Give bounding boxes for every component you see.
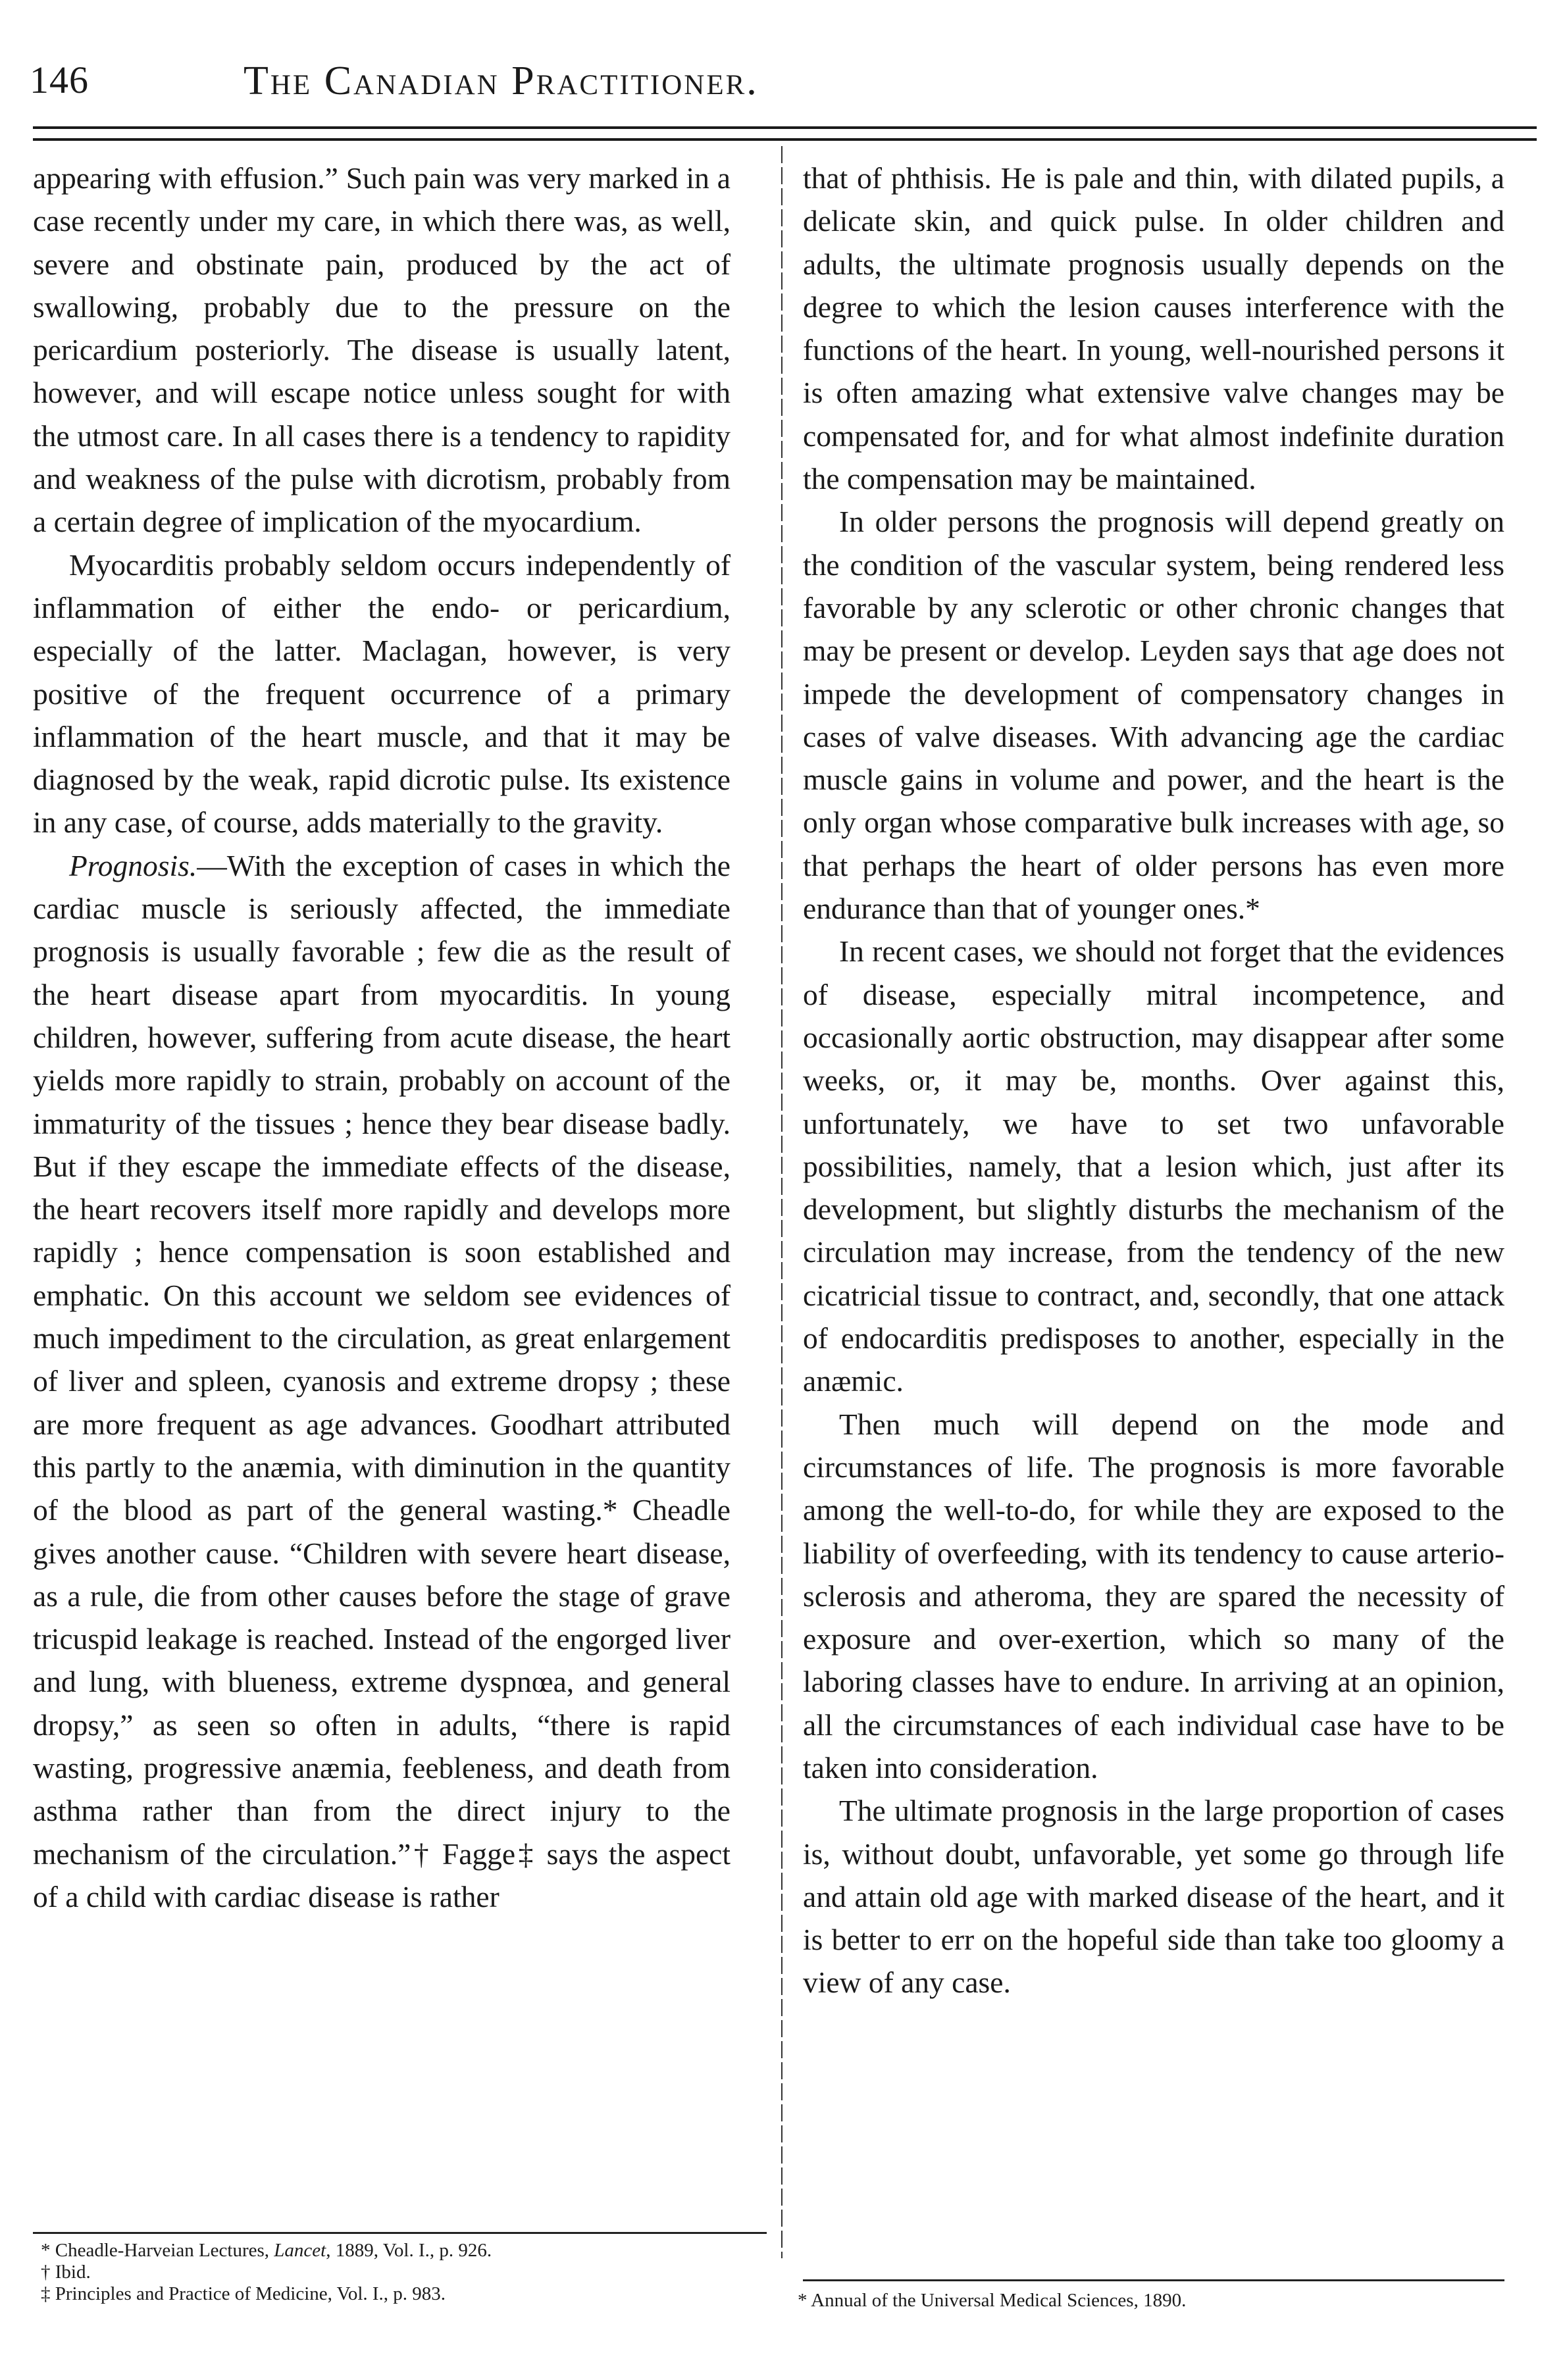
footnote: * Cheadle-Harveian Lectures, Lancet, 1889, Vol. I., p. 926. [41,2240,492,2261]
paragraph: In recent cases, we should not forget that the evidences of disease, especially mitral incompetence, and occasionally aortic obstruction, may disappear after some weeks, or, it may be, months. Over against this, unfortunately, we have to set two unfavorable possibilities, namely, that a lesion which, just after its development, but slightly disturbs the mechanism of the circulation may increase, from the tendency of the new cicatricial tissue to contract, and, secondly, that one attack of endocarditis predisposes to another, especially in the anæmic. [803,934,1504,1398]
paragraph: appearing with effusion.” Such pain was very marked in a case recently under my care, in which there was, as well, severe and obstinate pain, produced by the act of swallowing, probably due to the pressure on the pericardium posteriorly. The disease is usually latent, however, and will escape notice unless sought for with the utmost care. In all cases there is a tendency to rapidity and weakness of the pulse with dicrotism, probably from a certain degree of implication of the myocardium. [33,161,731,539]
paragraph: Then much will depend on the mode and circumstances of life. The prognosis is more favorable among the well-to-do, for while they are exposed to the liability of overfeeding, with its tendency to cause arterio-sclerosis and atheroma, they are spared the necessity of exposure and over-exertion, which so many of the laboring classes have to endure. In arriving at an opinion, all the circumstances of each individual case have to be taken into consideration. [803,1407,1504,1785]
section-heading-prognosis: Prognosis. [69,848,197,882]
footnote-mark: * [798,2290,808,2311]
footnote: ‡ Principles and Practice of Medicine, Vol. I., p. 983. [41,2283,446,2304]
running-head: The Canadian Practitioner. [244,59,759,103]
paragraph: The ultimate prognosis in the large proportion of cases is, without doubt, unfavorable, yet some go through life and attain old age with marked disease of the heart, and it is better to err on the hopeful side than take too gloomy a view of any case. [803,1794,1504,2000]
page-header [30,58,1537,111]
footnote-rule-left [33,2232,767,2234]
paragraph: In older persons the prognosis will depend greatly on the condition of the vascular system, being rendered less favorable by any sclerotic or other chronic changes that may be present or develop. Leyden says that age does not impede the development of compensatory changes in cases of valve diseases. With advancing age the cardiac muscle gains in volume and power, and the heart is the only organ whose comparative bulk increases with age, so that perhaps the heart of older persons has even more endurance than that of younger ones.* [803,505,1504,926]
header-rule-bottom [33,138,1537,141]
footnote-mark: ‡ [41,2283,51,2304]
paragraph-prognosis: Prognosis.—With the exception of cases in which the cardiac muscle is seriously affected, the immediate prognosis is usually favorable ; few die as the result of the heart disease apart from myocarditis. In young children, however, suffering from acute disease, the heart yields more rapidly to strain, probably on account of the immaturity of the tissues ; hence they bear disease badly. But if they escape the immediate effects of the disease, the heart recovers itself more rapidly and develops more rapidly ; hence compensation is soon established and emphatic. On this account we seldom see evidences of much impediment to the circulation, as great enlargement of liver and spleen, cyanosis and extreme dropsy ; these are more frequent as age advances. Goodhart attributed this partly to the anæmia, with diminution in the quantity of the blood as part of the general wasting.* Cheadle gives another cause. “Children with severe heart disease, as a rule, die from other causes before the stage of grave tricuspid leakage is reached. Instead of the engorged liver and lung, with blueness, extreme dyspnœa, and general dropsy,” as seen so often in adults, “there is rapid wasting, progressive anæmia, feebleness, and death from asthma rather than from the direct injury to the mechanism of the circulation.”† Fagge‡ says the aspect of a child with cardiac disease is rather [33,848,731,1913]
footnote: * Annual of the Universal Medical Sciences, 1890. [798,2290,1187,2311]
header-rule-top [33,126,1537,129]
footnotes-right [798,2290,1502,2312]
paragraph: that of phthisis. He is pale and thin, with dilated pupils, a delicate skin, and quick pulse. In older children and adults, the ultimate prognosis usually depends on the degree to which the lesion causes interference with the functions of the heart. In young, well-nourished persons it is often amazing what extensive valve changes may be compensated for, and for what almost indefinite duration the compensation may be maintained. [803,161,1504,496]
footnote: † Ibid. [41,2262,91,2283]
left-column [33,157,731,1918]
right-column [803,157,1504,2004]
footnote-mark: † [41,2262,51,2283]
page-number: 146 [30,59,89,101]
footnote-rule-right [803,2279,1504,2281]
column-divider [781,146,782,2258]
paragraph: Myocarditis probably seldom occurs independently of inflammation of either the endo- or pericardium, especially of the latter. Maclagan, however, is very positive of the frequent occurrence of a primary inflammation of the heart muscle, and that it may be diagnosed by the weak, rapid dicrotic pulse. Its existence in any case, of course, adds materially to the gravity. [33,547,731,840]
footnote-mark: * [41,2240,51,2261]
footnotes-left [41,2240,765,2305]
